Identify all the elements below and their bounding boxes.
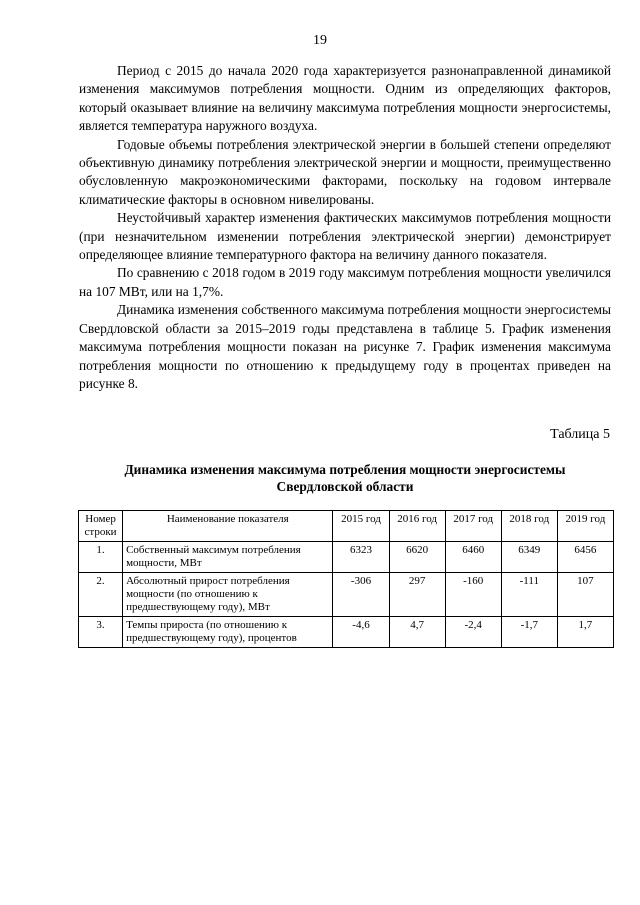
header-name: Наименование показателя <box>123 511 333 542</box>
table-row <box>79 573 614 617</box>
year-value: -306 <box>333 573 389 617</box>
year-value: 1,7 <box>557 617 613 648</box>
year-value: 4,7 <box>389 617 445 648</box>
year-value: 297 <box>389 573 445 617</box>
year-value: 6620 <box>389 542 445 573</box>
indicator-name: Темпы прироста (по отношению к предшествующему году), процентов <box>123 617 333 648</box>
year-value: 6456 <box>557 542 613 573</box>
data-table <box>78 510 614 648</box>
year-value: -1,7 <box>501 617 557 648</box>
year-value: -2,4 <box>445 617 501 648</box>
row-number: 2. <box>79 573 123 617</box>
year-value: -111 <box>501 573 557 617</box>
year-value: 6349 <box>501 542 557 573</box>
table-row <box>79 542 614 573</box>
header-year: 2017 год <box>445 511 501 542</box>
page-number: 19 <box>313 33 327 48</box>
paragraph: Неустойчивый характер изменения фактических максимумов потребления мощности (при незначительном изменении потребления электрической энергии) демонстрирует определяющее влияние температурного фактора на величину данного показателя. <box>79 210 611 263</box>
header-year: 2018 год <box>501 511 557 542</box>
year-value: 6323 <box>333 542 389 573</box>
body-text <box>79 62 611 393</box>
year-value: -160 <box>445 573 501 617</box>
table-row <box>79 617 614 648</box>
paragraph: По сравнению с 2018 годом в 2019 году максимум потребления мощности увеличился на 107 МВт, или на 1,7%. <box>79 265 611 299</box>
table-caption: Таблица 5 <box>550 427 610 442</box>
paragraph: Годовые объемы потребления электрической энергии в большей степени определяют объективную динамику потребления электрической энергии и мощности, преимущественно обусловленную макроэкономическими факторами, поскольку на годовом интервале климатические факторы в основном нивелированы. <box>79 136 611 207</box>
table-title <box>79 461 611 495</box>
year-value: -4,6 <box>333 617 389 648</box>
table-header-row <box>79 511 614 542</box>
indicator-name: Абсолютный прирост потребления мощности (по отношению к предшествующему году), МВт <box>123 573 333 617</box>
table-title-line: Свердловской области <box>276 479 414 494</box>
header-num: Номер строки <box>79 511 123 542</box>
header-year: 2016 год <box>389 511 445 542</box>
row-number: 3. <box>79 617 123 648</box>
paragraph: Динамика изменения собственного максимума потребления мощности энергосистемы Свердловской области за 2015–2019 годы представлена в таблице 5. График изменения максимума потребления мощности показан на рисунке 7. График изменения максимума потребления мощности по отношению к предыдущему году в процентах приведен на рисунке 8. <box>79 302 611 391</box>
indicator-name: Собственный максимум потребления мощности, МВт <box>123 542 333 573</box>
paragraph: Период с 2015 до начала 2020 года характеризуется разнонаправленной динамикой изменения максимумов потребления мощности. Одним из определяющих факторов, который оказывает влияние на величину максимума потребления мощности энергосистемы, является температура наружного воздуха. <box>79 63 611 134</box>
table-title-line: Динамика изменения максимума потребления мощности энергосистемы <box>124 462 566 477</box>
header-year: 2015 год <box>333 511 389 542</box>
year-value: 6460 <box>445 542 501 573</box>
row-number: 1. <box>79 542 123 573</box>
header-year: 2019 год <box>557 511 613 542</box>
year-value: 107 <box>557 573 613 617</box>
